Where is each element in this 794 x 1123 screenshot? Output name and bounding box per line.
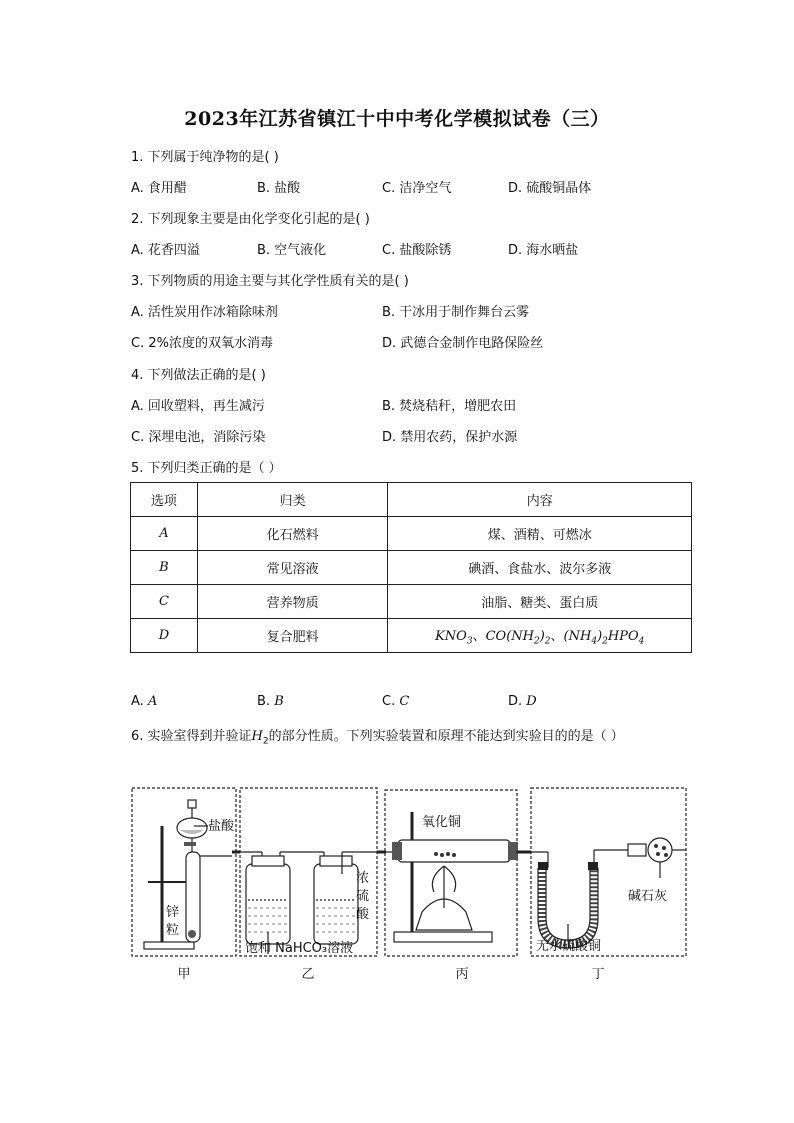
table-cell-content xyxy=(388,619,692,653)
q5-option-d xyxy=(508,694,537,709)
label-zinc-2: 粒 xyxy=(166,923,180,938)
question-4-stem: 4. 下列做法正确的是( ) xyxy=(131,368,266,383)
fertilizer-formula xyxy=(435,628,645,647)
option-value: C xyxy=(399,694,410,709)
table-cell-content: 碘酒、食盐水、波尔多液 xyxy=(388,551,692,585)
label-nahco3: 饱和 NaHCO₃溶液 xyxy=(245,941,354,956)
formula-part: CO(NH xyxy=(485,628,534,644)
q1-option-c: C. 洁净空气 xyxy=(382,181,452,196)
label-h2so4-1: 浓 xyxy=(356,871,370,886)
option-letter: C. xyxy=(382,694,396,709)
label-h2so4-2: 硫 xyxy=(356,889,370,904)
q3-option-b: B. 干冰用于制作舞台云雾 xyxy=(382,305,530,320)
classification-table xyxy=(130,482,692,653)
table-row xyxy=(131,551,692,585)
caption-yi: 乙 xyxy=(301,967,315,982)
apparatus-diagram xyxy=(128,782,694,988)
table-cell-option: B xyxy=(131,551,198,585)
exam-title: 2023年江苏省镇江十中中考化学模拟试卷（三） xyxy=(184,108,610,130)
q4-option-d: D. 禁用农药，保护水源 xyxy=(382,430,518,445)
option-value: B xyxy=(274,694,284,709)
apparatus-yi xyxy=(232,852,396,954)
caption-jia: 甲 xyxy=(177,967,191,982)
formula-part: KNO xyxy=(435,628,467,644)
table-header: 选项 xyxy=(131,483,198,517)
table-cell-content: 煤、酒精、可燃冰 xyxy=(388,517,692,551)
label-zinc-1: 锌 xyxy=(166,905,180,920)
table-cell-category: 复合肥料 xyxy=(197,619,388,653)
q4-option-c: C. 深埋电池，消除污染 xyxy=(131,430,266,445)
formula-part: 、 xyxy=(472,628,486,644)
formula-sub: 2 xyxy=(602,636,608,647)
formula-sub: 4 xyxy=(638,636,645,647)
label-soda-lime: 碱石灰 xyxy=(628,889,668,904)
box-ding xyxy=(531,788,686,956)
apparatus-bing xyxy=(392,812,518,942)
table-cell-category: 营养物质 xyxy=(197,585,388,619)
table-cell-option: A xyxy=(131,517,198,551)
formula-sub: 2 xyxy=(544,636,551,647)
question-2-stem: 2. 下列现象主要是由化学变化引起的是( ) xyxy=(131,212,370,227)
option-letter: B. xyxy=(257,694,271,709)
label-hydrochloric-acid: 盐酸 xyxy=(208,819,235,834)
option-value: A xyxy=(147,694,158,709)
table-cell-category: 常见溶液 xyxy=(197,551,388,585)
box-jia xyxy=(132,788,236,956)
option-letter: D. xyxy=(508,694,523,709)
table-row xyxy=(131,619,692,653)
q3-option-d: D. 武德合金制作电路保险丝 xyxy=(382,336,544,351)
table-row xyxy=(131,517,692,551)
stem-formula: H xyxy=(251,729,263,744)
q4-option-a: A. 回收塑料，再生减污 xyxy=(131,399,265,414)
q5-option-c xyxy=(382,694,409,709)
option-letter: A. xyxy=(131,694,144,709)
table-cell-category: 化石燃料 xyxy=(197,517,388,551)
question-6-stem xyxy=(131,725,624,747)
formula-part: ) xyxy=(597,628,603,644)
formula-part: ) xyxy=(539,628,545,644)
table-header-row xyxy=(131,483,692,517)
question-5-stem: 5. 下列归类正确的是（ ） xyxy=(131,461,282,476)
q2-option-a: A. 花香四溢 xyxy=(131,243,200,258)
option-value: D xyxy=(526,694,537,709)
q5-option-b xyxy=(257,694,284,709)
stem-text: 的部分性质。下列实验装置和原理不能达到实验目的的是（ ） xyxy=(268,729,624,744)
q2-option-d: D. 海水晒盐 xyxy=(508,243,579,258)
stem-formula-sub: 2 xyxy=(262,736,269,747)
table-cell-option: D xyxy=(131,619,198,653)
caption-bing: 丙 xyxy=(455,967,469,982)
formula-part: (NH xyxy=(563,628,592,644)
question-1-stem: 1. 下列属于纯净物的是( ) xyxy=(131,150,279,165)
label-h2so4-3: 酸 xyxy=(356,907,370,922)
q3-option-c: C. 2%浓度的双氧水消毒 xyxy=(131,336,273,351)
q2-option-c: C. 盐酸除锈 xyxy=(382,243,452,258)
q1-option-b: B. 盐酸 xyxy=(257,181,301,196)
q2-option-b: B. 空气液化 xyxy=(257,243,327,258)
q4-option-b: B. 焚烧秸秆，增肥农田 xyxy=(382,399,517,414)
caption-ding: 丁 xyxy=(591,967,605,982)
table-cell-option: C xyxy=(131,585,198,619)
formula-part: HPO xyxy=(607,628,639,644)
table-header: 归类 xyxy=(197,483,388,517)
formula-sub: 3 xyxy=(466,636,473,647)
table-row xyxy=(131,585,692,619)
formula-sub: 4 xyxy=(591,636,598,647)
table-cell-content: 油脂、糖类、蛋白质 xyxy=(388,585,692,619)
question-3-stem: 3. 下列物质的用途主要与其化学性质有关的是( ) xyxy=(131,274,409,289)
stem-text: 6. 实验室得到并验证 xyxy=(131,729,252,744)
formula-part: 、 xyxy=(550,628,564,644)
label-anhydrous-cuso4: 无水硫酸铜 xyxy=(536,939,602,954)
q3-option-a: A. 活性炭用作冰箱除味剂 xyxy=(131,305,278,320)
formula-sub: 2 xyxy=(533,636,540,647)
q1-option-a: A. 食用醋 xyxy=(131,181,187,196)
q5-option-a xyxy=(131,694,157,709)
q1-option-d: D. 硫酸铜晶体 xyxy=(508,181,592,196)
table-header: 内容 xyxy=(388,483,692,517)
label-copper-oxide: 氧化铜 xyxy=(422,815,462,830)
